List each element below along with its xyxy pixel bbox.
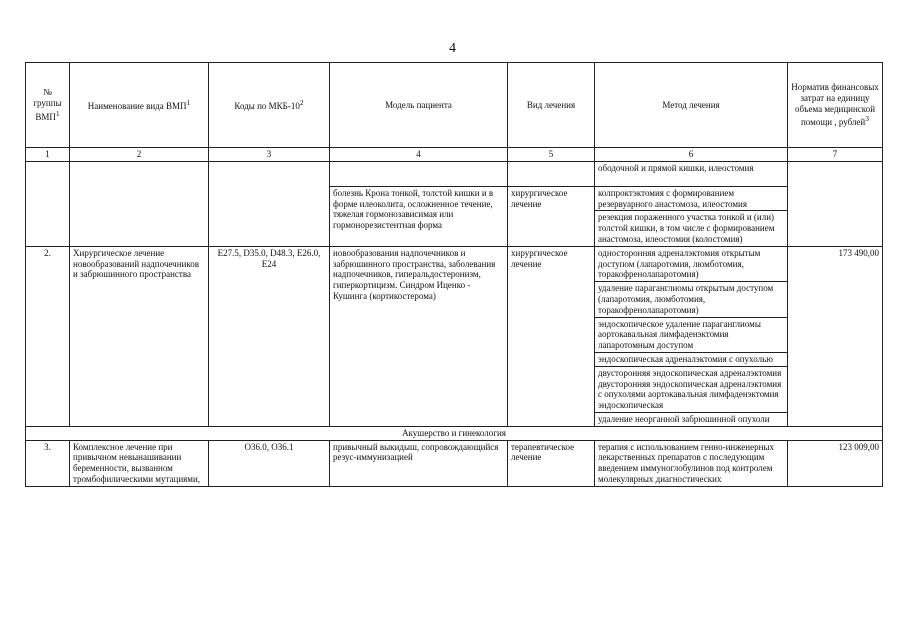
- col-number: 4: [330, 148, 508, 162]
- method-item: удаление неорганной забрюшинной опухоли: [598, 413, 770, 424]
- header-treatment: Вид лечения: [508, 63, 595, 148]
- vmp-table: [25, 62, 883, 487]
- col-number: 5: [508, 148, 595, 162]
- cost-value: 173 490,00: [788, 246, 883, 426]
- vmp-name: Комплексное лечение при привычном невынашивании беременности, вызванном тромбофилическими мутациями,: [70, 440, 209, 486]
- header-cost: Норматив финансовых затрат на единицу объема медицинской помощи , рублей$^3$: [788, 63, 883, 148]
- method-prev: ободочной и прямой кишки, илеостомия: [595, 161, 788, 186]
- column-number-row: [26, 148, 883, 162]
- methods-cell: [595, 186, 788, 246]
- cell-empty: [788, 161, 883, 246]
- method-item: резекция пораженного участка тонкой и (или) толстой кишки, в том числе с формированием анастомоза, илеостомия (колостомия): [598, 212, 775, 244]
- cell-empty: [70, 161, 209, 246]
- method-item: двусторонняя эндоскопическая адреналэктомия двусторонняя эндоскопическая адреналэктомия с опухолями аортокавальная лимфаденэктомия эндоскопическая: [595, 367, 787, 413]
- patient-model: новообразования надпочечников и забрюшинного пространства, заболевания надпочечников, гиперальдостеронизм, гиперкортицизм. Синдром Иценко - Кушинга (кортикостерома): [330, 246, 508, 426]
- cell-empty: [330, 161, 508, 186]
- method-item: односторонняя адреналэктомия открытым доступом (лапаротомия, люмботомия, торакофренолапаротомия): [595, 247, 787, 282]
- table-row-group-3: [26, 440, 883, 486]
- method-item: эндоскопическое удаление параганглиомы аортокавальная лимфаденэктомия лапаротомным доступом: [595, 318, 787, 353]
- header-model: Модель пациента: [330, 63, 508, 148]
- patient-model: болезнь Крона тонкой, толстой кишки и в форме илеоколита, осложненное течение, тяжелая гормонозависимая или гормонорезистентная форма: [330, 186, 508, 246]
- header-name: Наименование вида ВМП$^1$: [70, 63, 209, 148]
- header-group: № группы ВМП$^1$: [26, 63, 70, 148]
- page-number: 4: [449, 41, 456, 56]
- header-codes: Коды по МКБ-$10^2$: [209, 63, 330, 148]
- method-item: эндоскопическая адреналэктомия с опухолью: [595, 353, 787, 367]
- treatment-type: терапевтическое лечение: [508, 440, 595, 486]
- cell-empty: [209, 161, 330, 246]
- section-row: [26, 426, 883, 440]
- header-method: Метод лечения: [595, 63, 788, 148]
- table-row-group-2: [26, 246, 883, 426]
- group-number: 3.: [26, 440, 70, 486]
- col-number: 6: [595, 148, 788, 162]
- cost-value: 123 009,00: [788, 440, 883, 486]
- col-number: 3: [209, 148, 330, 162]
- section-title: Акушерство и гинекология: [26, 426, 883, 440]
- patient-model: привычный выкидыш, сопровождающийся резус-иммунизацией: [330, 440, 508, 486]
- treatment-type: хирургическое лечение: [508, 246, 595, 426]
- method-item: колпроктэктомия с формированием резервуарного анастомоза, илеостомия: [595, 187, 787, 212]
- treatment-type: хирургическое лечение: [508, 186, 595, 246]
- vmp-name: Хирургическое лечение новообразований надпочечников и забрюшинного пространства: [70, 246, 209, 426]
- icd-codes: O36.0, O36.1: [209, 440, 330, 486]
- col-number: 7: [788, 148, 883, 162]
- table-row-continuation: [26, 161, 883, 186]
- header-row: [26, 63, 883, 148]
- method-item: удаление параганглиомы открытым доступом (лапаротомия, люмботомия, торакофренолапаротомия): [595, 282, 787, 317]
- group-number: 2.: [26, 246, 70, 426]
- cell-empty: [508, 161, 595, 186]
- methods-cell: [595, 246, 788, 426]
- col-number: 1: [26, 148, 70, 162]
- col-number: 2: [70, 148, 209, 162]
- method-item: терапия с использованием генно-инженерных лекарственных препаратов с последующим введением иммуноглобулинов под контролем молекулярных диагностических: [595, 440, 788, 486]
- icd-codes: E27.5, D35.0, D48.3, E26.0, E24: [209, 246, 330, 426]
- cell-empty: [26, 161, 70, 246]
